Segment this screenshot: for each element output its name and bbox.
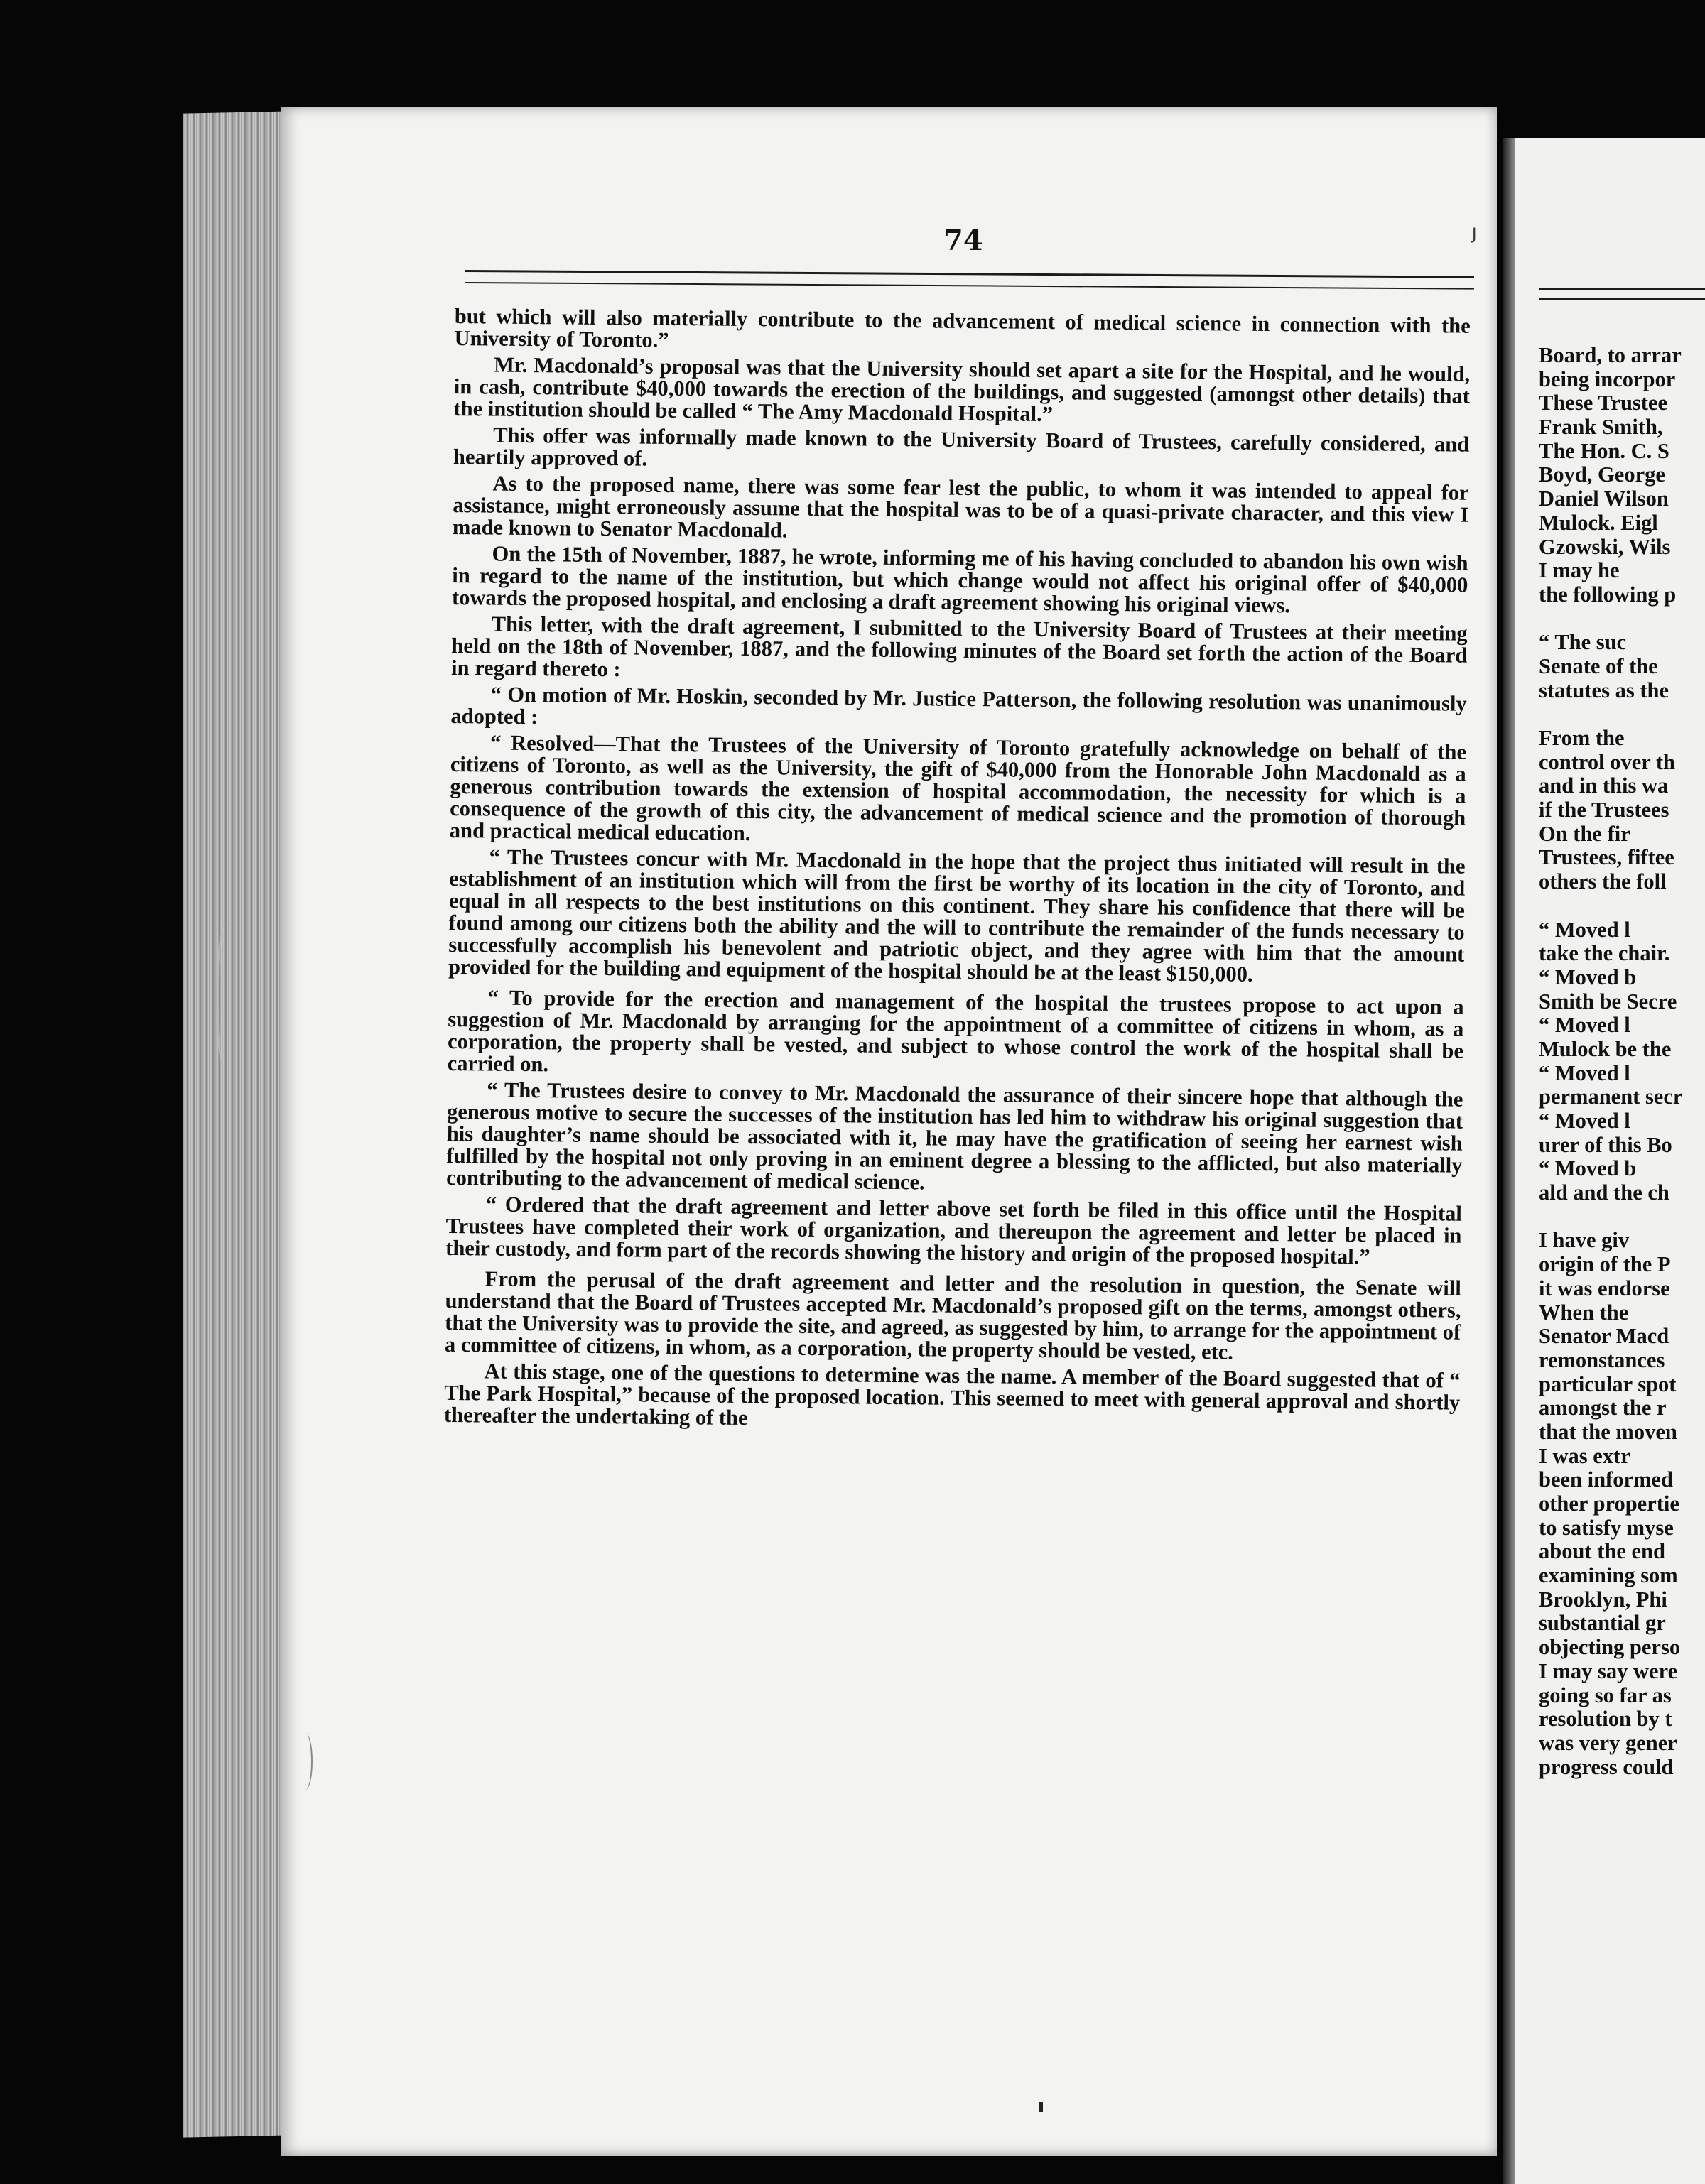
paragraph: On the 15th of November, 1887, he wrote, informing me of his having concluded to abandon his own wish in regard to the name of the institution, but which change would not affect his original offer of $40,000 towards the proposed hospital, and enclosing a draft agreement showing his original views. [451,541,1468,618]
right-page-line: to satisfy myse [1539,1515,1674,1540]
right-page-line: “ Moved l [1539,917,1630,942]
margin-pencil-mark [217,923,240,1072]
paragraph: “ To provide for the erection and management of the hospital the trustees propose to act upon a suggestion of Mr. Macdonald by arranging for the appointment of a committee of citizens in whom, as a corporation, the property shall be vested, and subject to whose control the work of the hospital shall be carried on. [447,985,1464,1077]
right-page-line: “ Moved b [1539,965,1637,989]
right-page-text [1539,344,1705,1780]
right-page-line: When the [1539,1300,1629,1325]
right-page-line: take the chair. [1539,941,1670,966]
right-page-line: I may he [1539,558,1620,583]
right-page-line: “ Moved l [1539,1013,1630,1038]
page-stack-edge [183,111,290,2137]
page-body-text [444,305,1471,1440]
right-page-line: it was endorse [1539,1276,1670,1300]
paragraph: As to the proposed name, there was some fear lest the public, to whom it was intended to appeal for assistance, might erroneously assume that the hospital was to be of a quasi-private character, and this view I made known to Senator Macdonald. [452,471,1469,543]
paragraph: “ On motion of Mr. Hoskin, seconded by Mr. Justice Patterson, the following resolution was unanimously adopted : [450,682,1467,729]
paragraph: “ Ordered that the draft agreement and letter above set forth be filed in this office until the Hospital Trustees have completed their work of organization, and thereupon the agreement and letter be placed in their custody, and form part of the records showing the history and origin of the proposed hospital.” [445,1192,1462,1269]
right-page-line: On the fir [1539,821,1630,846]
right-page-line: Mulock be the [1539,1036,1672,1061]
right-page-line: urer of this Bo [1539,1132,1672,1157]
right-page-line: ald and the ch [1539,1180,1669,1205]
paragraph: “ Resolved—That the Trustees of the University of Toronto gratefully acknowledge on behalf of the citizens of Toronto, as well as the University, the gift of $40,000 from the Honorable John Macdonald as a generous contribution towards the extension of hospital accommodation, the necessity for which is a consequence of the growth of this city, the advancement of medical science and the promotion of thorough and practical medical education. [449,730,1467,846]
right-page-line: examining som [1539,1563,1678,1588]
right-page-line: statutes as the [1539,678,1669,702]
right-page-line: Gzowski, Wils [1539,534,1671,559]
right-header-rule [1539,288,1705,300]
right-page-line: particular spot [1539,1371,1677,1396]
right-page-line: progress could [1539,1754,1674,1779]
page-number: 74 [943,224,983,257]
right-page-line: Mulock. Eigl [1539,510,1658,535]
right-page-line: was very gener [1539,1730,1677,1755]
right-page-line [1539,703,1705,727]
right-page-line: Daniel Wilson [1539,487,1669,511]
right-page-line: other propertie [1539,1492,1679,1516]
film-speck [1039,2102,1043,2112]
paragraph: Mr. Macdonald’s proposal was that the University should set apart a site for the Hospital, and he would, in cash, contribute $40,000 towards the erection of the buildings, and suggested (amongst other details) that the institution should be called “ The Amy Macdonald Hospital.” [453,352,1471,427]
right-page-line: amongst the r [1539,1396,1667,1420]
right-page-line: I have giv [1539,1228,1630,1253]
paragraph: This offer was informally made known to the University Board of Trustees, carefully considered, and heartily approved of. [453,423,1470,471]
right-page-line: Senate of the [1539,653,1658,678]
right-page-line [1539,1206,1705,1230]
paragraph: From the perusal of the draft agreement and letter and the resolution in question, the Senate will understand that the Board of Trustees accepted Mr. Macdonald’s proposed gift on the terms, amongst others, that the University was to provide the site, and agreed, as suggested by him, to arrange for the appointment of a committee of citizens, in whom, as a corporation, the property should be vested, etc. [444,1266,1461,1364]
paragraph: This letter, with the draft agreement, I submitted to the University Board of Trustees at their meeting held on the 18th of November, 1887, and the following minutes of the Board set forth the action of the Board in regard thereto : [450,612,1468,682]
right-page [1503,138,1705,2184]
margin-pencil-mark-lower [298,1733,313,1790]
right-page-line: Boyd, George [1539,462,1665,487]
right-page-line: “ The suc [1539,630,1627,655]
paragraph: but which will also materially contribute to the advancement of medical science in connection with the University of Toronto.” [454,304,1471,352]
corner-mark: J [1472,226,1477,244]
right-page-line: Trustees, fiftee [1539,845,1674,870]
right-page-line: origin of the P [1539,1252,1671,1277]
right-page-line: Frank Smith, [1539,415,1663,440]
right-page-line: resolution by t [1539,1707,1672,1732]
right-page-line: and in this wa [1539,773,1669,798]
right-page-line [1539,608,1705,632]
right-page-line: I was extr [1539,1443,1630,1468]
right-page-line: been informed [1539,1467,1673,1492]
book-gutter [1503,138,1515,2184]
right-page-line: “ Moved l [1539,1109,1630,1133]
right-page-line: the following p [1539,582,1677,607]
right-page-line: permanent secr [1539,1085,1683,1109]
right-page-line: These Trustee [1539,391,1668,415]
right-page-line: “ Moved b [1539,1156,1637,1181]
right-page-line: going so far as [1539,1683,1672,1707]
right-page-line: control over th [1539,749,1676,774]
right-page-line: if the Trustees [1539,798,1669,822]
paragraph: At this stage, one of the questions to determine was the name. A member of the Board suggested that of “ The Park Hospital,” because of the proposed location. This seemed to meet with general approval and shortly thereafter the undertaking of the [443,1359,1461,1430]
right-page-line: objecting perso [1539,1635,1681,1660]
right-page-line: others the foll [1539,869,1667,894]
right-page-line: being incorpor [1539,366,1676,391]
right-page-line: Brooklyn, Phi [1539,1587,1667,1612]
paragraph: “ The Trustees desire to convey to Mr. Macdonald the assurance of their sincere hope that although the generous motive to secure the successes of the institution has led him to withdraw his original suggestion that his daughter’s name should be associated with it, he may have the gratification of seeing her earnest wish fulfilled by the hospital not only proving in an eminent degree a blessing to the afflicted, but also materially contributing to the advancement of medical science. [446,1077,1463,1195]
right-page-line: From the [1539,726,1625,750]
right-page-line: about the end [1539,1539,1665,1564]
right-page-line: “ Moved l [1539,1060,1630,1085]
right-page-line [1539,895,1705,919]
right-page-line: Board, to arrar [1539,343,1682,367]
right-page-line: I may say were [1539,1658,1678,1683]
right-page-line: The Hon. C. S [1539,438,1669,463]
paragraph: “ The Trustees concur with Mr. Macdonald in the hope that the project thus initiated will result in the establishment of an institution which will from the first be worthy of its location in the city of Toronto, and equal in all respects to the best institutions on this continent. They share his confidence that there will be found among our citizens both the ability and the will to contribute the remainder of the funds necessary to successfully accomplish his benevolent and patriotic object, and they agree with him that the amount provided for the building and equipment of the hospital should be at the least $150,000. [448,844,1466,987]
right-page-line: Senator Macd [1539,1324,1669,1349]
right-page-line: Smith be Secre [1539,989,1677,1014]
right-page-line: remonstances [1539,1347,1665,1372]
right-page-line: that the moven [1539,1419,1677,1444]
right-page-line: substantial gr [1539,1611,1666,1636]
